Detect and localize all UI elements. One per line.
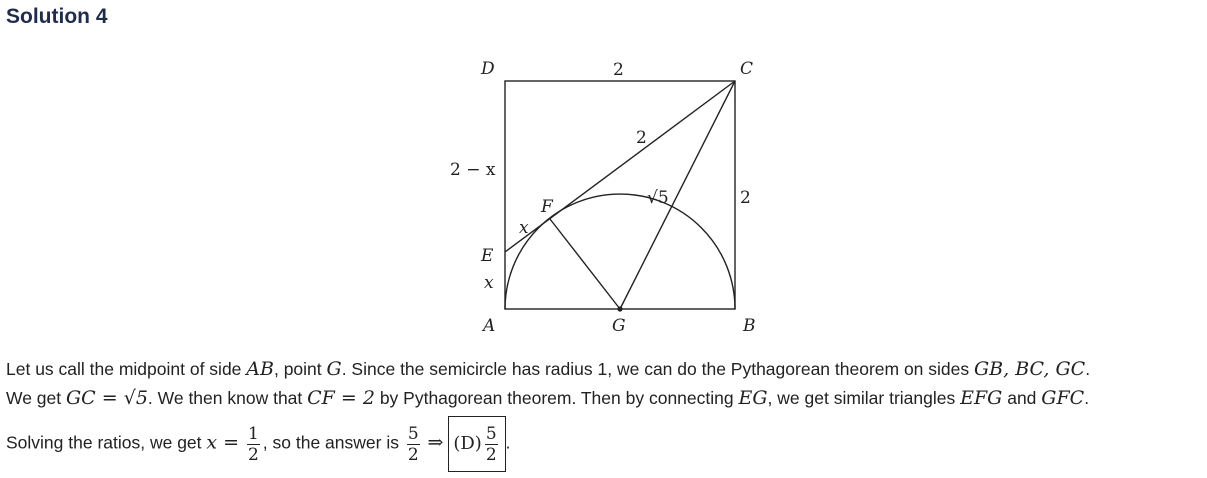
implies-arrow: ⇒ xyxy=(427,431,444,454)
solution-line-1 xyxy=(6,358,1090,380)
math-cf-eq: CF = 2 xyxy=(307,387,375,409)
label-b: B xyxy=(743,316,756,336)
label-top-2: 2 xyxy=(613,60,624,80)
solution-line-2 xyxy=(6,387,1089,409)
fraction-answer xyxy=(407,424,420,465)
label-ae: x xyxy=(484,273,494,293)
fraction-x xyxy=(247,424,260,465)
math-g: G xyxy=(326,358,342,380)
line3-end: . xyxy=(505,432,511,453)
geometry-figure xyxy=(440,48,770,348)
answer-choice: (D) xyxy=(453,433,482,454)
math-sides: GB, BC, GC xyxy=(974,358,1086,380)
point-g xyxy=(617,306,622,311)
line2-text-f: . xyxy=(1084,388,1090,408)
segment-fg xyxy=(550,219,620,309)
math-gfc: GFC xyxy=(1041,387,1085,409)
label-a: A xyxy=(483,316,496,336)
semicircle xyxy=(505,194,735,309)
math-gc-eq: GC = √5 xyxy=(66,387,148,409)
solution-line-3 xyxy=(6,416,511,472)
solution-heading: Solution 4 xyxy=(6,5,108,28)
fraction-x-denominator: 2 xyxy=(247,444,259,465)
label-gc: √5 xyxy=(647,188,669,208)
fraction-boxed-numerator: 5 xyxy=(485,423,497,444)
math-ab: AB xyxy=(246,358,274,380)
label-g: G xyxy=(612,316,626,336)
label-right-2: 2 xyxy=(740,188,751,208)
line2-text-b: . We then know that xyxy=(147,388,308,408)
fraction-answer-denominator: 2 xyxy=(407,444,419,465)
square-abcd xyxy=(505,81,735,309)
label-ef: x xyxy=(519,218,529,238)
line3-text-b: , so the answer is xyxy=(262,432,404,453)
line1-text-a: Let us call the midpoint of side xyxy=(6,359,247,379)
math-eg: EG xyxy=(738,387,768,409)
label-de: 2 − x xyxy=(450,160,496,180)
label-fc-2: 2 xyxy=(636,128,647,148)
line2-text-a: We get xyxy=(6,388,66,408)
label-d: D xyxy=(481,59,495,79)
fraction-boxed xyxy=(485,424,498,465)
line1-text-d: . xyxy=(1085,359,1091,379)
line1-text-c: . Since the semicircle has radius 1, we can do the Pythagorean theorem on sides xyxy=(341,359,974,379)
fraction-answer-numerator: 5 xyxy=(407,423,419,444)
line1-text-b: , point xyxy=(273,359,327,379)
answer-box xyxy=(448,416,505,472)
label-f: F xyxy=(541,197,553,217)
label-e: E xyxy=(481,246,494,266)
math-efg: EFG xyxy=(960,387,1003,409)
fraction-x-numerator: 1 xyxy=(247,423,259,444)
line2-text-d: , we get similar triangles xyxy=(767,388,961,408)
line2-text-e: and xyxy=(1002,388,1042,408)
math-x-eq: x = xyxy=(206,431,240,454)
fraction-boxed-denominator: 2 xyxy=(485,444,497,465)
line2-text-c: by Pythagorean theorem. Then by connecting xyxy=(374,388,739,408)
line3-text-a: Solving the ratios, we get xyxy=(6,432,207,453)
label-c: C xyxy=(740,59,754,79)
